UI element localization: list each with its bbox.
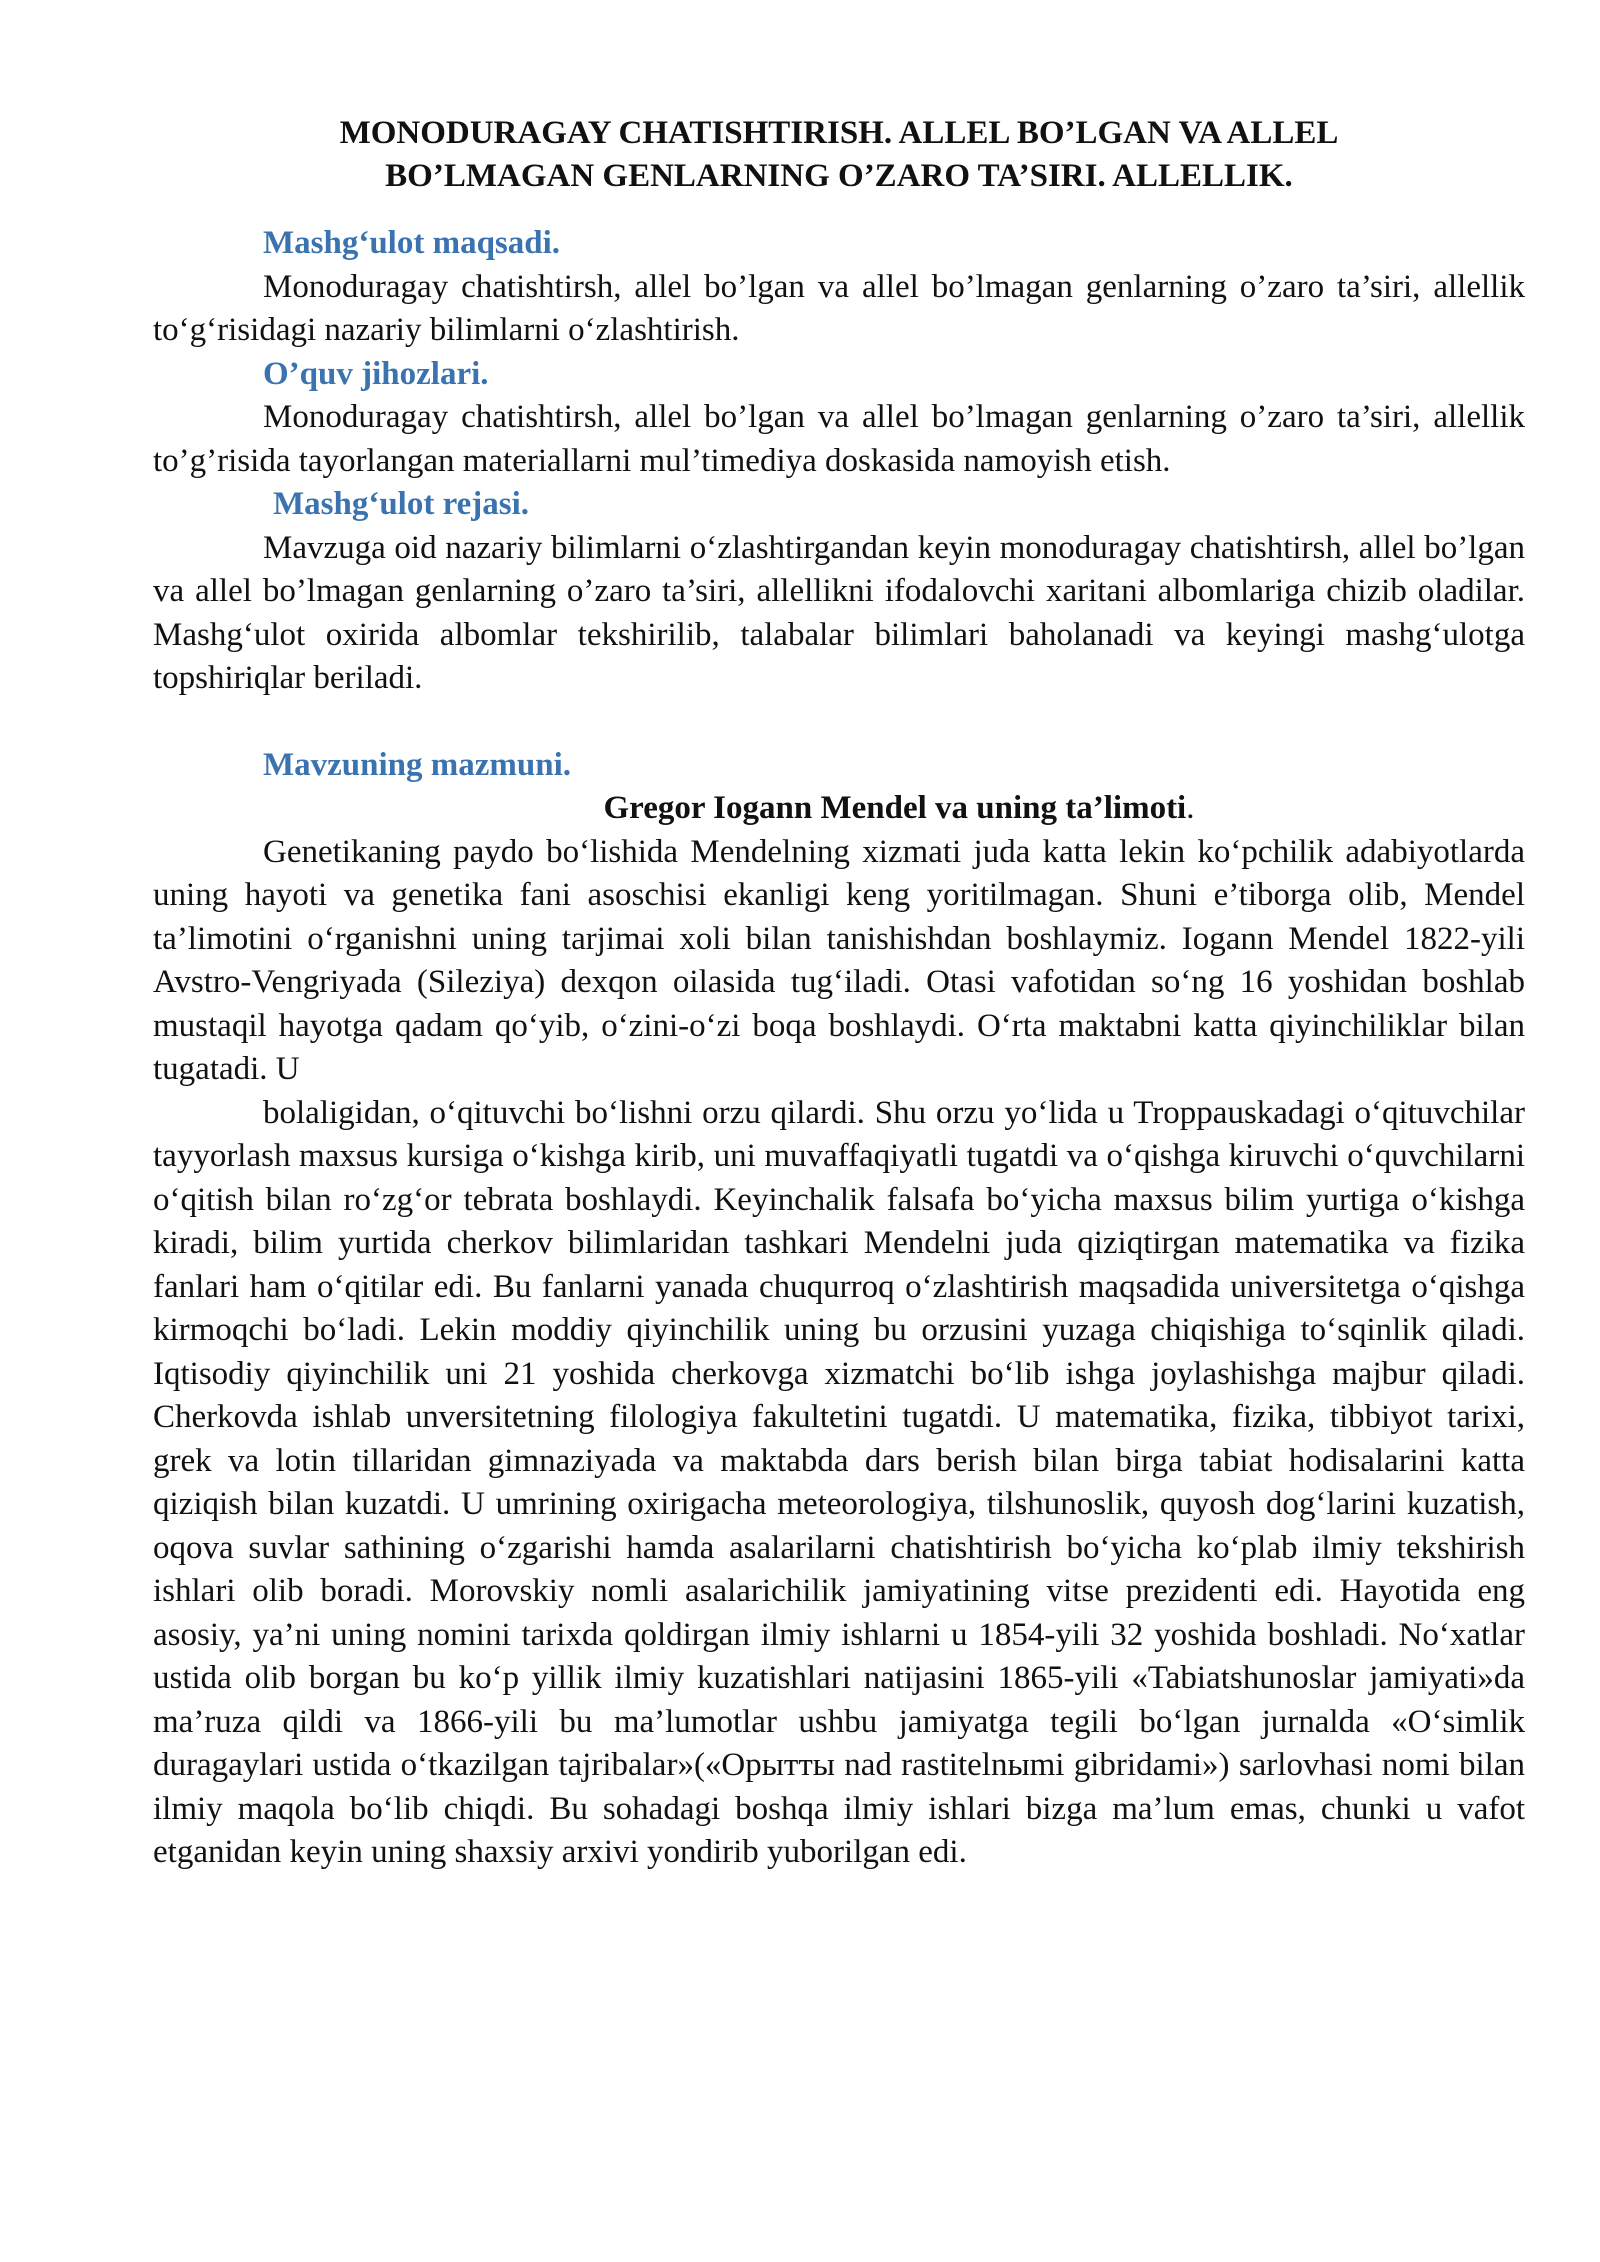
section-text-reja: Mavzuga oid nazariy bilimlarni o‘zlashtirgandan keyin monoduragay chatishtirsh, allel bo’lgan va allel bo’lmagan genlarning o’zaro ta’siri, allellikni ifodalovchi xaritani albomlariga chizib oladilar. Mashg‘ulot oxirida albomlar tekshirilib, talabalar bilimlari baholanadi va keyingi mashg‘ulotga topshiriqlar beriladi. (153, 529, 1525, 696)
subtitle-dot: . (1186, 790, 1195, 826)
document-title (153, 112, 1525, 198)
section-heading-jihozlar-text: O’quv jihozlari (263, 355, 481, 392)
title-line-2: BO’LMAGAN GENLARNING O’ZARO TA’SIRI. ALLELLIK. (385, 158, 1293, 194)
section-heading-maqsad: Mashg‘ulot maqsadi. (263, 225, 561, 261)
section-text-jihozlar: Monoduragay chatishtirsh, allel bo’lgan va allel bo’lmagan genlarning o’zaro ta’siri, allellik to’g’risida tayorlangan materiallarni mul’timediya doskasida namoyish etish. (153, 399, 1525, 479)
section-heading-jihozlar (153, 353, 1525, 397)
section-heading-reja: Mashg‘ulot rejasi. (273, 486, 530, 522)
subtitle-text: Gregor Iogann Mendel va uning ta’limoti (603, 790, 1187, 826)
document-page (153, 112, 1525, 1875)
title-line-1: MONODURAGAY CHATISHTIRISH. ALLEL BO’LGAN VA ALLEL (339, 115, 1339, 151)
section-spacer (153, 701, 1525, 744)
body-paragraph-2: bolaligidan, o‘qituvchi bo‘lishni orzu qilardi. Shu orzu yo‘lida u Troppauskadagi o‘qituvchilar tayyorlash maxsus kursiga o‘kishga kirib, uni muvaffaqiyatli tugatdi va o‘qishga kiruvchi o‘quvchilarni o‘qitish bilan ro‘zg‘or tebrata boshlaydi. Keyinchalik falsafa bo‘yicha maxsus bilim yurtiga o‘kishga kiradi, bilim yurtida cherkov bilimlaridan tashkari Mendelni juda qiziqtirgan matematika va fizika fanlari ham o‘qitilar edi. Bu fanlarni yanada chuqurroq o‘zlashtirish maqsadida universitetga o‘qishga kirmoqchi bo‘ladi. Lekin moddiy qiyinchilik uning bu orzusini yuzaga chiqishiga to‘sqinlik qiladi. Iqtisodiy qiyinchilik uni 21 yoshida cherkovga xizmatchi bo‘lib ishga joylashishga majbur qiladi. Cherkovda ishlab unversitetning filologiya fakultetini tugatdi. U matematika, fizika, tibbiyot tarixi, grek va lotin tillaridan gimnaziyada va maktabda dars berish bilan birga tabiat hodisalarini katta qiziqish bilan kuzatdi. U umrining oxirigacha meteorologiya, tilshunoslik, quyosh dog‘larini kuzatish, oqova suvlar sathining o‘zgarishi hamda asalarilarni chatishtirish bo‘yicha ko‘plab ilmiy tekshirish ishlari olib boradi. Morovskiy nomli asalarichilik jamiyatining vitse prezidenti edi. Hayotida eng asosiy, ya’ni uning nomini tarixda qoldirgan ilmiy ishlarni u 1854-yili 32 yoshida boshladi. No‘xatlar ustida olib borgan bu ko‘p yillik ilmiy kuzatishlari natijasini 1865-yili «Tabiatshunoslar jamiyati»da ma’ruza qildi va 1866-yili bu ma’lumotlar ushbu jamiyatga tegili bo‘lgan jurnalda «O‘simlik duragaylari ustida o‘tkazilgan tajribalar»(«Орытты nad rastitelnыmi gibridami») sarlovhasi nomi bilan ilmiy maqola bo‘lib chiqdi. Bu sohadagi boshqa ilmiy ishlari bizga ma’lum emas, chunki u vafot etganidan keyin uning shaxsiy arxivi yondirib yuborilgan edi. (153, 1094, 1525, 1870)
section-heading-jihozlar-dot: . (480, 355, 489, 392)
section-subtitle-mendel (153, 787, 1525, 831)
section-heading-mazmun: Mavzuning mazmuni. (263, 746, 572, 783)
section-text-maqsad: Monoduragay chatishtirsh, allel bo’lgan va allel bo’lmagan genlarning o’zaro ta’siri, allellik to‘g‘risidagi nazariy bilimlarni o‘zlashtirish. (153, 268, 1525, 348)
body-paragraph-1: Genetikaning paydo bo‘lishida Mendelning xizmati juda katta lekin ko‘pchilik adabiyotlarda uning hayoti va genetika fani asoschisi ekanligi keng yoritilmagan. Shuni e’tiborga olib, Mendel ta’limotini o‘rganishni uning tarjimai xoli bilan tanishishdan boshlaymiz. Iogann Mendel 1822-yili Avstro-Vengriyada (Sileziya) dexqon oilasida tug‘iladi. Otasi vafotidan so‘ng 16 yoshidan boshlab mustaqil hayotga qadam qo‘yib, o‘zini-o‘zi boqa boshlaydi. O‘rta maktabni katta qiyinchiliklar bilan tugatadi. U (153, 833, 1525, 1087)
